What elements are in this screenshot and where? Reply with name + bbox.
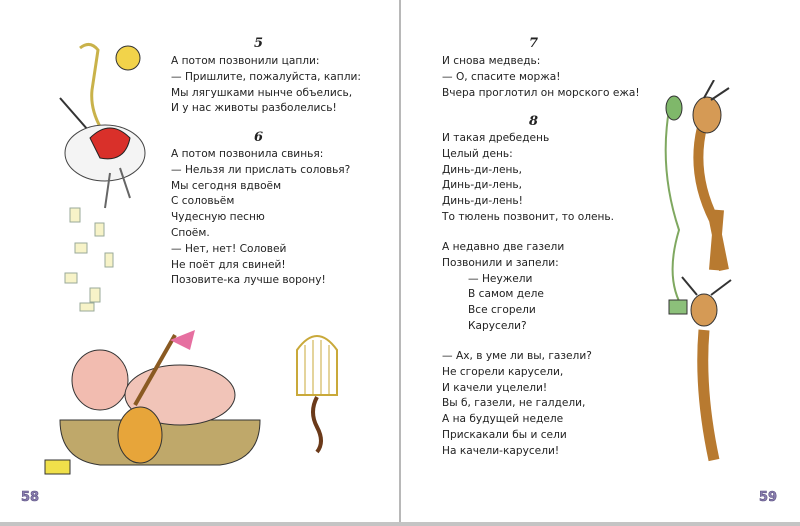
verse-line: И у нас животы разболелись! (171, 102, 337, 115)
verse-line: И качели уцелели! (442, 381, 548, 394)
verse-line: — Пришлите, пожалуйста, капли: (171, 70, 361, 83)
verse-line: — Нельзя ли прислать соловья? (171, 163, 351, 176)
verse-line: Динь-ди-лень, (442, 179, 523, 192)
verse-line: То тюлень позвонит, то олень. (442, 210, 615, 223)
section-number: 6 (254, 130, 264, 145)
page-number: 58 (21, 490, 40, 505)
verse-line: Карусели? (468, 319, 527, 332)
stanza (442, 131, 614, 226)
verse-line: Споём. (171, 226, 210, 239)
page-bottom-edge (0, 522, 800, 526)
verse-line: Не сгорели карусели, (442, 365, 564, 378)
stanza (442, 240, 564, 335)
verse-line: А потом позвонили цапли: (171, 55, 320, 67)
verse-line: Позвонили и запели: (442, 256, 559, 269)
verse-line: Вы б, газели, не галдели, (442, 397, 586, 410)
stanza (171, 147, 350, 289)
verse-line: Мы сегодня вдвоём (171, 179, 282, 192)
verse-line: А на будущей неделе (442, 413, 564, 426)
verse-line: И снова медведь: (442, 55, 541, 67)
section-number: 5 (254, 36, 264, 51)
verse-line: А недавно две газели (442, 241, 565, 253)
stanza (442, 54, 640, 101)
left-page (0, 0, 399, 522)
pig-bathtub-illustration (40, 310, 300, 490)
stanza (442, 349, 592, 460)
section-number: 7 (529, 36, 539, 51)
verse-line: Целый день: (442, 147, 513, 160)
gazelles-illustration (649, 80, 759, 470)
verse-line: Позовите-ка лучше ворону! (171, 274, 326, 287)
verse-line: Прискакали бы и сели (442, 428, 567, 441)
stork-illustration (50, 38, 160, 318)
verse-line: Все сгорели (468, 304, 536, 317)
verse-line: Мы лягушками нынче объелись, (171, 86, 353, 99)
verse-line: — Неужели (468, 272, 533, 285)
verse-line: И такая дребедень (442, 132, 550, 144)
verse-line: — Ах, в уме ли вы, газели? (442, 350, 592, 362)
verse-line: С соловьём (171, 195, 235, 208)
page-number: 59 (759, 490, 778, 505)
verse-line: Не поёт для свиней! (171, 258, 286, 271)
verse-line: А потом позвонила свинья: (171, 148, 324, 160)
verse-line: — О, спасите моржа! (442, 70, 561, 83)
verse-line: В самом деле (468, 288, 544, 301)
verse-line: Динь-ди-лень! (442, 195, 523, 208)
verse-line: Динь-ди-лень, (442, 163, 523, 176)
right-page (401, 0, 800, 522)
verse-line: Чудесную песню (171, 211, 265, 224)
stanza (171, 54, 361, 117)
verse-line: — Нет, нет! Соловей (171, 242, 287, 255)
birdcage-illustration (292, 325, 342, 455)
verse-line: На качели-карусели! (442, 444, 560, 457)
verse-line: Вчера проглотил он морского ежа! (442, 86, 640, 99)
section-number: 8 (529, 114, 539, 129)
